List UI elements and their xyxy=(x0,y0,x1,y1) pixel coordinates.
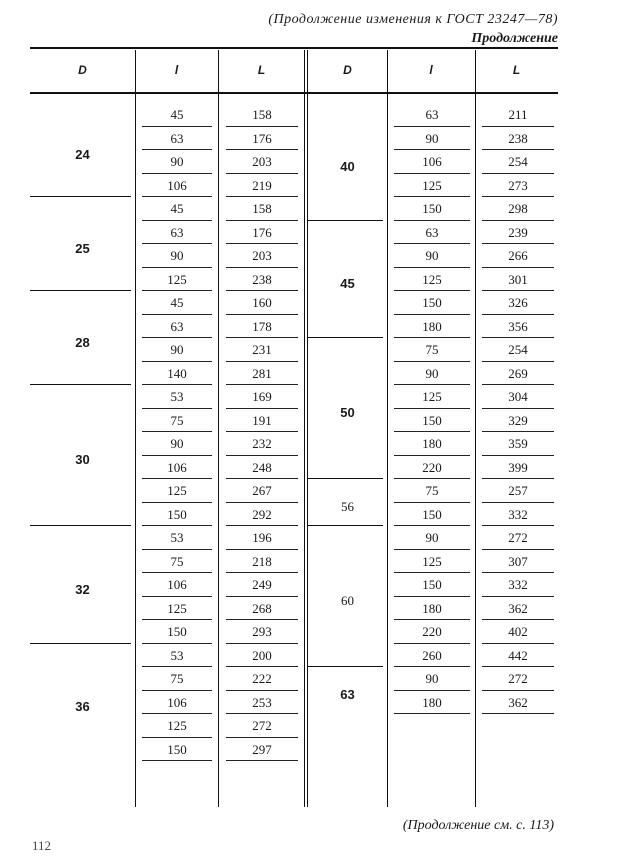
table-cell-l: 90 xyxy=(390,126,474,150)
table-cell-l: 45 xyxy=(138,196,216,220)
table-cell-L: 218 xyxy=(222,549,302,573)
table-cell-L: 272 xyxy=(478,525,558,549)
group-divider xyxy=(308,220,383,221)
table-cell-l: 106 xyxy=(138,455,216,479)
table-cell-L: 238 xyxy=(222,267,302,291)
col-header-D-left: D xyxy=(78,63,87,77)
table-cell-l: 125 xyxy=(138,267,216,291)
group-divider xyxy=(30,290,131,291)
diameter-value: 40 xyxy=(340,158,355,174)
diameter-value: 28 xyxy=(75,334,90,350)
table-cell-L: 292 xyxy=(222,502,302,526)
continuation-label: Продолжение xyxy=(471,31,558,46)
col-header-L-left: L xyxy=(257,63,266,77)
table-cell-L: 442 xyxy=(478,643,558,667)
change-caption: (Продолжение изменения к ГОСТ 23247—78) xyxy=(268,12,558,27)
continuation-footer: (Продолжение см. с. 113) xyxy=(402,818,554,833)
diameter-value: 60 xyxy=(341,593,354,609)
table-cell-l: 63 xyxy=(390,102,474,126)
table-cell-L: 203 xyxy=(222,243,302,267)
table-cell-l: 180 xyxy=(390,596,474,620)
table-cell-L: 196 xyxy=(222,525,302,549)
table-cell-l: 150 xyxy=(390,196,474,220)
table-cell-L: 273 xyxy=(478,173,558,197)
table-cell-l: 125 xyxy=(390,384,474,408)
table-cell-l: 75 xyxy=(390,337,474,361)
table-cell-L: 222 xyxy=(222,666,302,690)
table-cell-l: 106 xyxy=(138,173,216,197)
table-cell-L: 200 xyxy=(222,643,302,667)
table-cell-l: 90 xyxy=(390,525,474,549)
table-cell-L: 253 xyxy=(222,690,302,714)
table-cell-l: 260 xyxy=(390,643,474,667)
table-cell-L: 248 xyxy=(222,455,302,479)
col-divider xyxy=(135,50,136,807)
table-cell-L: 272 xyxy=(222,713,302,737)
diameter-value: 25 xyxy=(75,240,90,256)
group-divider xyxy=(308,478,383,479)
col-divider xyxy=(304,50,305,807)
diameter-value: 45 xyxy=(340,276,355,291)
group-divider xyxy=(308,337,383,338)
table-cell-l: 125 xyxy=(390,173,474,197)
diameter-value: 30 xyxy=(75,452,90,468)
table-cell-l: 90 xyxy=(138,243,216,267)
table-cell-l: 125 xyxy=(138,478,216,502)
group-divider xyxy=(30,643,131,644)
diameter-value: 32 xyxy=(75,581,90,597)
group-divider xyxy=(30,384,131,385)
table-cell-l: 106 xyxy=(138,572,216,596)
table-cell-l: 150 xyxy=(138,737,216,761)
table-cell-l: 53 xyxy=(138,643,216,667)
table-cell-L: 266 xyxy=(478,243,558,267)
table-cell-l: 180 xyxy=(390,690,474,714)
col-divider xyxy=(475,50,476,807)
col-header-D-right: D xyxy=(343,63,352,77)
table-cell-L: 293 xyxy=(222,619,302,643)
table-cell-L: 158 xyxy=(222,102,302,126)
table-cell-l: 90 xyxy=(390,243,474,267)
table-cell-l: 220 xyxy=(390,619,474,643)
diameter-value: 36 xyxy=(75,699,90,714)
table-cell-l: 63 xyxy=(138,220,216,244)
table-cell-l: 125 xyxy=(390,549,474,573)
table-cell-L: 239 xyxy=(478,220,558,244)
table-cell-L: 191 xyxy=(222,408,302,432)
table-cell-l: 75 xyxy=(138,549,216,573)
table-cell-l: 150 xyxy=(390,502,474,526)
table-cell-L: 176 xyxy=(222,126,302,150)
table-cell-l: 125 xyxy=(138,596,216,620)
table-cell-l: 53 xyxy=(138,384,216,408)
table-cell-L: 267 xyxy=(222,478,302,502)
table-cell-l: 90 xyxy=(390,361,474,385)
diameter-value: 63 xyxy=(340,687,355,703)
group-divider xyxy=(30,525,131,526)
table-cell-L: 297 xyxy=(222,737,302,761)
group-divider xyxy=(308,525,383,526)
table-cell-L: 362 xyxy=(478,690,558,714)
table-cell-l: 45 xyxy=(138,290,216,314)
table-cell-L: 257 xyxy=(478,478,558,502)
col-divider xyxy=(387,50,388,807)
table-cell-L: 362 xyxy=(478,596,558,620)
page-number: 112 xyxy=(32,838,52,853)
table-cell-L: 231 xyxy=(222,337,302,361)
table-cell-L: 359 xyxy=(478,431,558,455)
table-cell-L: 176 xyxy=(222,220,302,244)
table-cell-l: 150 xyxy=(138,502,216,526)
table-cell-l: 53 xyxy=(138,525,216,549)
table-cell-L: 232 xyxy=(222,431,302,455)
table-cell-l: 106 xyxy=(138,690,216,714)
table-cell-L: 307 xyxy=(478,549,558,573)
diameter-value: 24 xyxy=(75,146,90,162)
table-cell-l: 90 xyxy=(138,337,216,361)
table-cell-l: 90 xyxy=(390,666,474,690)
table-cell-l: 75 xyxy=(138,408,216,432)
table-cell-L: 268 xyxy=(222,596,302,620)
diameter-value: 56 xyxy=(341,499,354,515)
col-header-L-right: L xyxy=(512,63,521,77)
table-cell-l: 150 xyxy=(390,290,474,314)
table-cell-L: 203 xyxy=(222,149,302,173)
table-cell-l: 125 xyxy=(138,713,216,737)
table-cell-L: 249 xyxy=(222,572,302,596)
col-divider xyxy=(218,50,219,807)
diameter-value: 50 xyxy=(340,405,355,421)
table-cell-L: 269 xyxy=(478,361,558,385)
table-cell-l: 63 xyxy=(138,126,216,150)
table-cell-L: 298 xyxy=(478,196,558,220)
table-cell-l: 180 xyxy=(390,431,474,455)
table-cell-l: 63 xyxy=(138,314,216,338)
table-cell-L: 281 xyxy=(222,361,302,385)
table-cell-L: 219 xyxy=(222,173,302,197)
table-cell-L: 160 xyxy=(222,290,302,314)
table-cell-l: 140 xyxy=(138,361,216,385)
table-cell-l: 106 xyxy=(390,149,474,173)
table-cell-L: 211 xyxy=(478,102,558,126)
table-cell-L: 178 xyxy=(222,314,302,338)
table-cell-l: 180 xyxy=(390,314,474,338)
table-cell-l: 150 xyxy=(390,408,474,432)
table-cell-L: 254 xyxy=(478,337,558,361)
col-header-l-right: l xyxy=(429,63,433,77)
table-cell-L: 254 xyxy=(478,149,558,173)
table-cell-L: 402 xyxy=(478,619,558,643)
table-cell-l: 75 xyxy=(390,478,474,502)
col-header-l-left: l xyxy=(174,63,179,77)
table-cell-L: 272 xyxy=(478,666,558,690)
table-cell-L: 301 xyxy=(478,267,558,291)
table-cell-l: 90 xyxy=(138,431,216,455)
table-cell-L: 332 xyxy=(478,572,558,596)
table-cell-L: 329 xyxy=(478,408,558,432)
group-divider xyxy=(308,666,383,667)
table-cell-l: 150 xyxy=(138,619,216,643)
table-cell-l: 90 xyxy=(138,149,216,173)
table-cell-l: 63 xyxy=(390,220,474,244)
table-cell-l: 45 xyxy=(138,102,216,126)
table-cell-L: 304 xyxy=(478,384,558,408)
table-cell-l: 75 xyxy=(138,666,216,690)
table-cell-L: 399 xyxy=(478,455,558,479)
table-cell-L: 332 xyxy=(478,502,558,526)
table-cell-L: 356 xyxy=(478,314,558,338)
table-cell-L: 158 xyxy=(222,196,302,220)
table-cell-L: 169 xyxy=(222,384,302,408)
table-cell-l: 125 xyxy=(390,267,474,291)
table-cell-L: 238 xyxy=(478,126,558,150)
group-divider xyxy=(30,196,131,197)
table-cell-L: 326 xyxy=(478,290,558,314)
table-cell-l: 150 xyxy=(390,572,474,596)
table-cell-l: 220 xyxy=(390,455,474,479)
